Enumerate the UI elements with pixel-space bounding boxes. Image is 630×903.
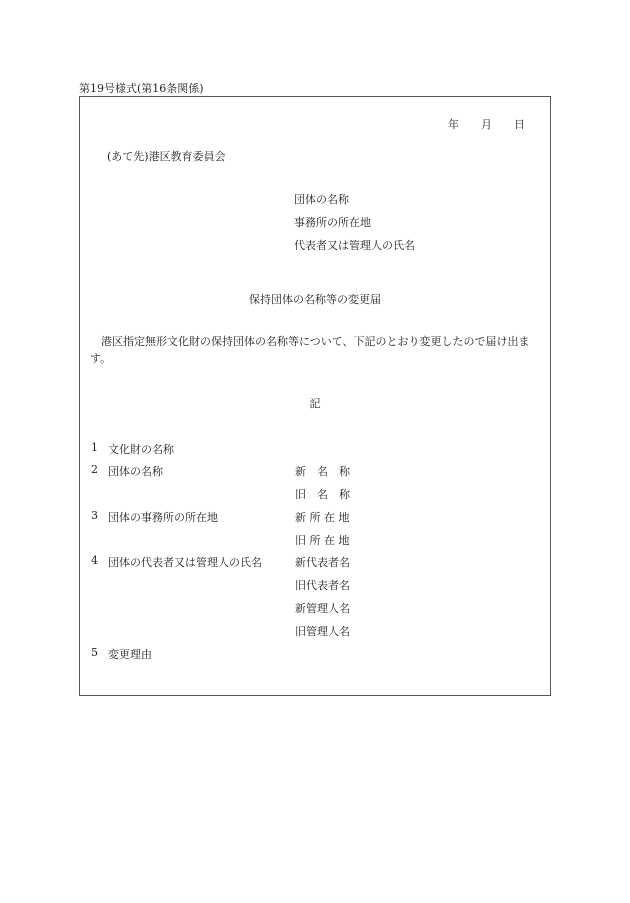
item-label: 団体の名称 [108,465,163,478]
body-text: 港区指定無形文化財の保持団体の名称等について、下記のとおり変更したので届け出ます。 [90,335,530,365]
item-number: 2 [91,463,98,476]
sub-label-old-manager: 旧管理人名 [295,625,350,638]
sub-label-old-address: 旧 所 在 地 [295,534,350,547]
form-frame [79,96,551,696]
item-label: 変更理由 [108,648,152,661]
item-number: 3 [91,509,98,522]
sub-label-new-representative: 新代表者名 [295,556,350,569]
applicant-office-address: 事務所の所在地 [294,216,371,229]
date-year: 年 [448,118,459,131]
sub-label-new-address: 新 所 在 地 [295,511,350,524]
form-number: 第19号様式(第16条関係) [79,82,204,95]
item-number: 4 [91,554,98,567]
recipient: (あて先)港区教育委員会 [107,150,226,163]
sub-label-new-manager: 新管理人名 [295,602,350,615]
sub-label-old-representative: 旧代表者名 [295,579,350,592]
document-title: 保持団体の名称等の変更届 [249,293,381,306]
item-number: 1 [91,441,98,454]
item-number: 5 [91,646,98,659]
ki-heading: 記 [309,397,321,410]
item-label: 団体の代表者又は管理人の氏名 [108,556,262,569]
date-month: 月 [481,118,492,131]
date-line [448,116,525,132]
item-label: 文化財の名称 [108,443,174,456]
sub-label-new-name: 新 名 称 [295,465,350,478]
sub-label-old-name: 旧 名 称 [295,488,350,501]
applicant-group-name: 団体の名称 [294,193,349,206]
item-label: 団体の事務所の所在地 [108,511,218,524]
applicant-representative-name: 代表者又は管理人の氏名 [294,239,415,252]
date-day: 日 [514,118,525,131]
